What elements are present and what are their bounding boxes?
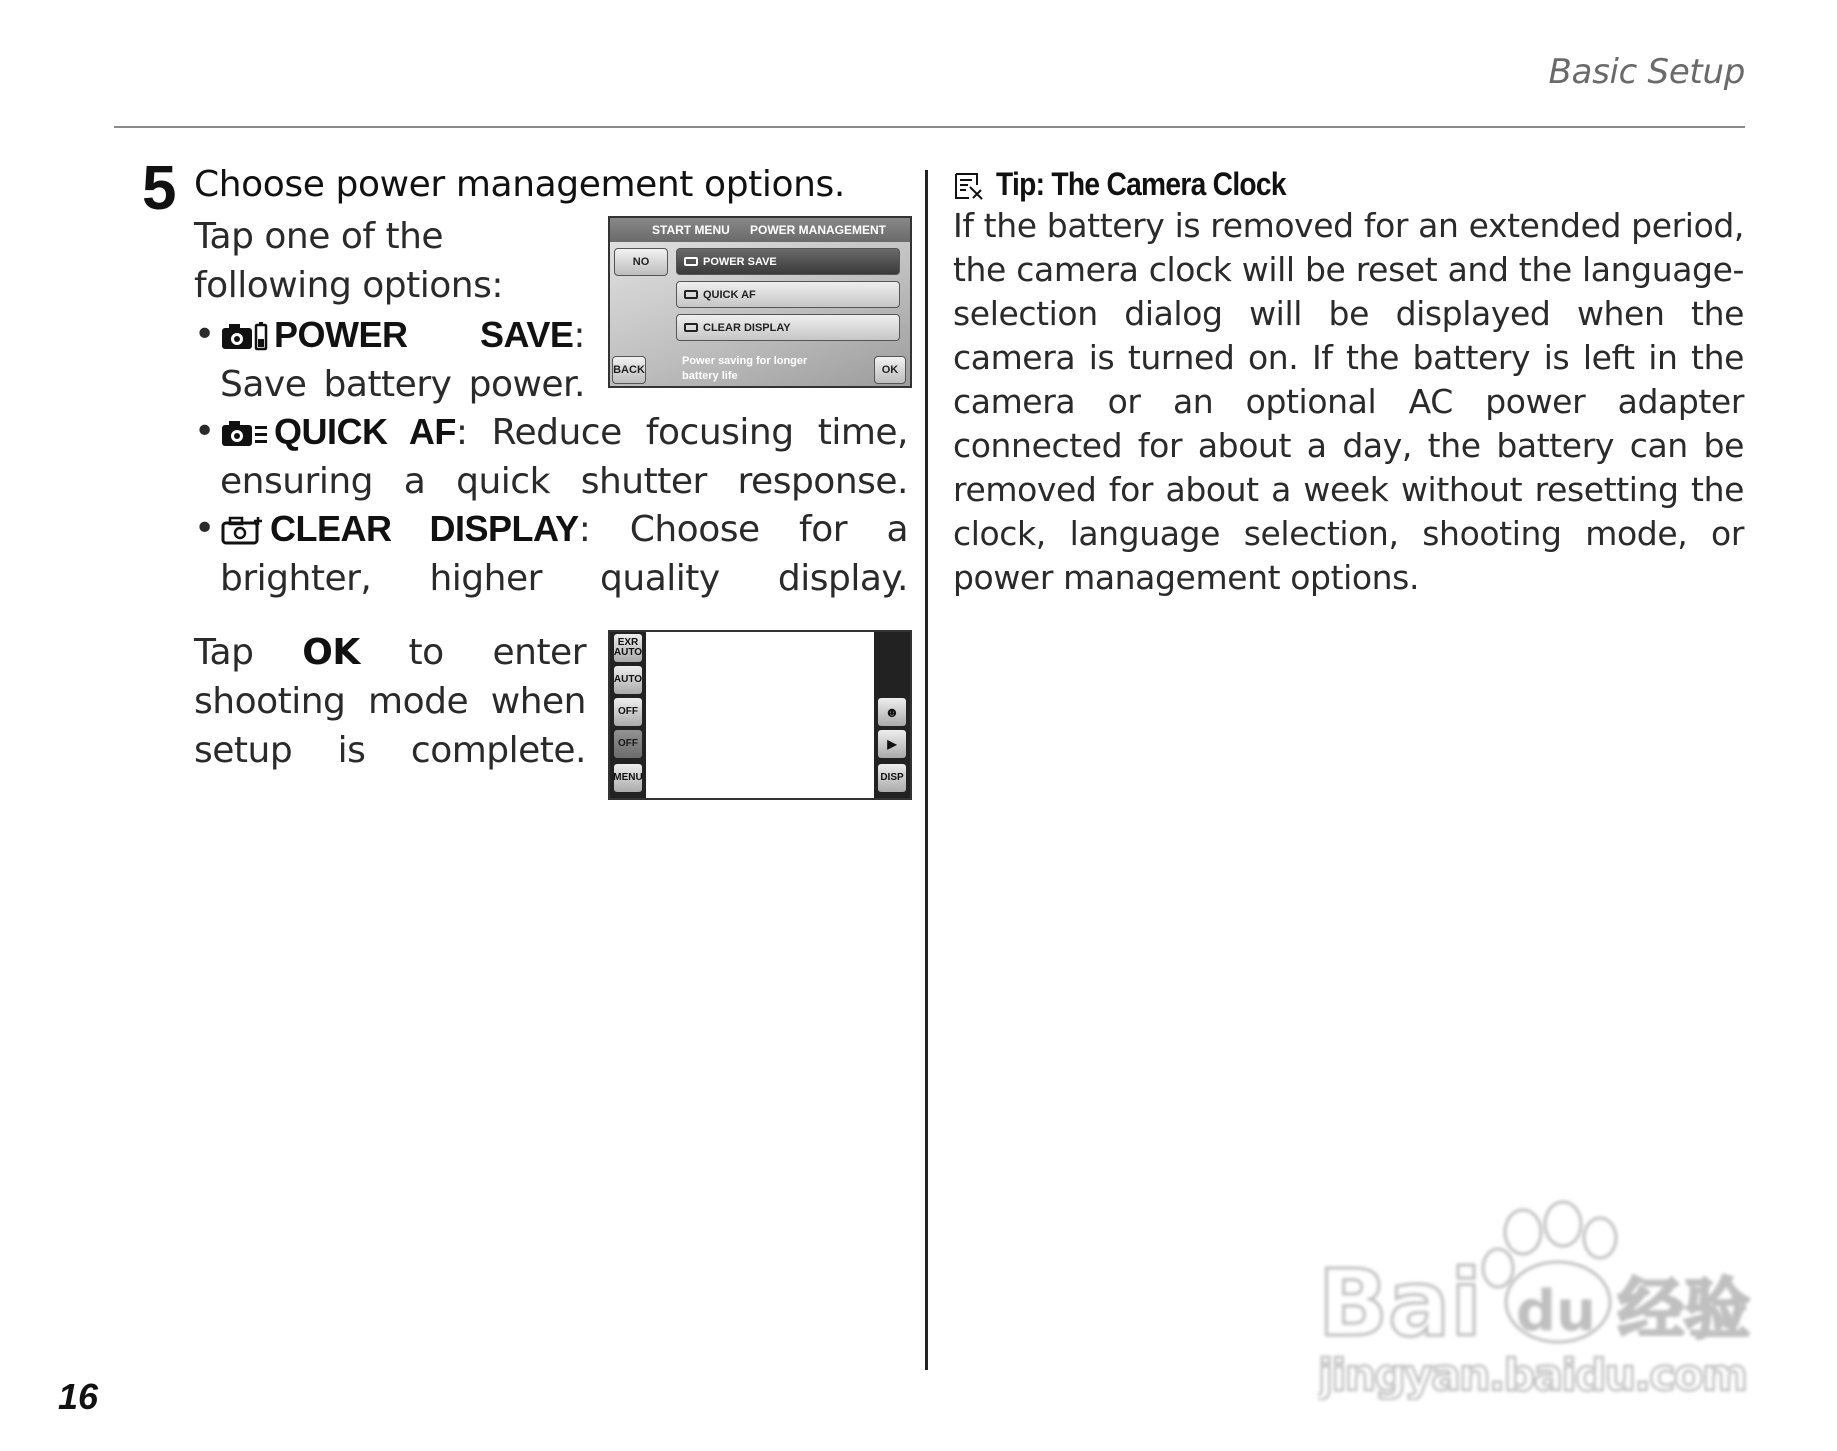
step-title: Choose power management options. (194, 164, 845, 205)
playback-icon[interactable]: ▶ (878, 730, 906, 758)
screen-hint: Power saving for longer battery life (682, 355, 808, 382)
menu-item-power-save[interactable]: POWER SAVE (676, 248, 900, 275)
tip-body: If the battery is removed for an extended period, the camera clock will be reset and the language-selection dialog will be displayed when the camera is turned on. If the battery is left in the camera or an optional AC power adapter connected for about a day, the battery can be removed for about a week without resetting the clock, language selection, shooting mode, or power management options. (953, 206, 1744, 597)
shooting-mode-screen (608, 630, 912, 800)
no-button[interactable]: NO (614, 248, 668, 276)
section-title: Basic Setup (1548, 52, 1745, 92)
header-rule (114, 126, 1745, 128)
option-clear-display: • CLEAR DISPLAY: Choose for a brighter, higher quality display. (194, 508, 908, 599)
menu-item-clear-display[interactable]: CLEAR DISPLAY (676, 314, 900, 341)
clear-display-icon (220, 515, 264, 545)
ok-keyword: OK (302, 632, 360, 673)
disp-button[interactable]: DISP (878, 764, 906, 792)
menu-item-quick-af[interactable]: QUICK AF (676, 281, 900, 308)
svg-text:Bai: Bai (1318, 1250, 1482, 1357)
option-quick-af: • QUICK AF: Reduce focusing time, ensuring a quick shutter response. (194, 411, 908, 502)
self-timer-icon[interactable]: OFF (614, 698, 642, 726)
option-name: QUICK AF (274, 411, 456, 452)
auto-eye-icon[interactable]: AUTO (614, 666, 642, 694)
tip-title: Tip: The Camera Clock (996, 166, 1286, 202)
step-number: 5 (142, 154, 177, 223)
svg-text:jingyan.baidu.com: jingyan.baidu.com (1318, 1350, 1748, 1400)
back-button[interactable]: BACK (612, 356, 646, 384)
power-save-icon (220, 321, 268, 351)
tip-note-icon (953, 171, 985, 201)
column-divider (925, 170, 928, 1370)
option-description: Save battery power. (220, 364, 585, 405)
face-detect-icon[interactable]: ☻ (878, 698, 906, 726)
svg-text:经验: 经验 (1618, 1271, 1750, 1348)
start-menu-label: START MENU (652, 223, 730, 237)
quick-af-icon (220, 418, 268, 448)
screen-header (610, 218, 910, 242)
ok-button[interactable]: OK (874, 356, 906, 384)
page-number: 16 (58, 1376, 99, 1417)
step-outro: Tap OK to enter shooting mode when setup is complete. (194, 632, 587, 771)
svg-text:du: du (1516, 1279, 1596, 1344)
camera-icon (684, 257, 698, 266)
power-management-screen (608, 216, 912, 388)
camera-icon (684, 323, 698, 332)
power-management-label: POWER MANAGEMENT (750, 223, 886, 237)
menu-button[interactable]: MENU (614, 764, 642, 792)
option-name: CLEAR DISPLAY (270, 508, 579, 549)
option-description: Reduce focusing time, ensuring a quick shutter response. (220, 412, 908, 502)
exr-auto-icon[interactable]: EXR AUTO (614, 634, 642, 662)
macro-icon[interactable]: OFF (614, 730, 642, 758)
option-power-save: • POWER SAVE: Save battery power. (194, 314, 585, 405)
baidu-watermark-logo (1318, 1190, 1758, 1400)
option-description: Choose for a brighter, higher quality display. (220, 509, 908, 599)
step-intro: Tap one of the following options: (194, 216, 504, 306)
camera-icon (684, 290, 698, 299)
option-name: POWER SAVE (274, 314, 574, 355)
